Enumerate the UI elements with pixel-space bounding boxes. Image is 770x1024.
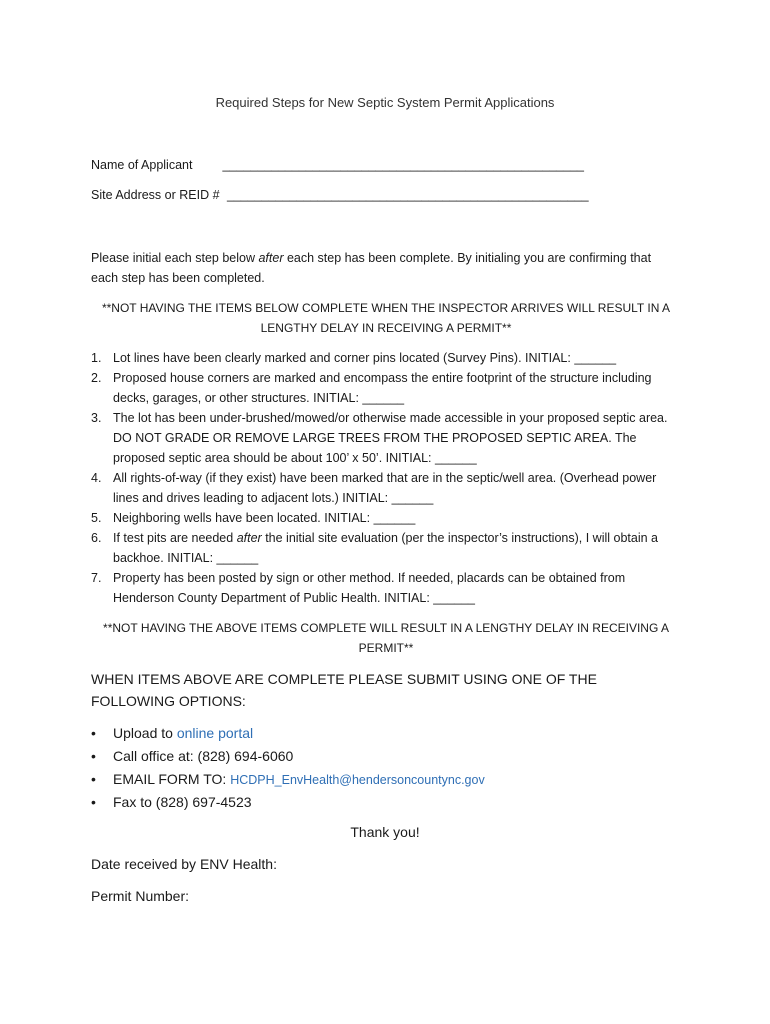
step-text: Proposed house corners are marked and encompass the entire footprint of the structure including decks, garages, or other structures. INITIAL: ______ bbox=[113, 371, 652, 405]
intro-text-before: Please initial each step below bbox=[91, 251, 259, 265]
step-item bbox=[91, 508, 683, 528]
step-emphasis: after bbox=[236, 531, 262, 545]
bullet-icon: • bbox=[91, 794, 96, 810]
applicant-name-line[interactable]: ____________________________________________________ bbox=[222, 158, 584, 172]
site-address-label: Site Address or REID # bbox=[91, 188, 220, 202]
warning-top: **NOT HAVING THE ITEMS BELOW COMPLETE WHEN THE INSPECTOR ARRIVES WILL RESULT IN A LENGTHY DELAY IN RECEIVING A PERMIT** bbox=[101, 301, 671, 335]
bullet-icon: • bbox=[91, 748, 96, 764]
step-number: 4. bbox=[91, 471, 102, 485]
step-item bbox=[91, 348, 683, 368]
step-text: Neighboring wells have been located. INITIAL: ______ bbox=[113, 511, 416, 525]
site-address-field bbox=[91, 188, 589, 202]
option-fax bbox=[91, 791, 485, 814]
step-text-after: the initial site evaluation (per the inspector’s instructions), I will obtain a backhoe. INITIAL: ______ bbox=[113, 531, 658, 565]
upload-prefix: Upload to bbox=[113, 725, 177, 741]
bullet-icon: • bbox=[91, 771, 96, 787]
step-number: 1. bbox=[91, 351, 102, 365]
intro-text-after: each step has been complete. By initialing you are confirming that each step has been completed. bbox=[91, 251, 652, 285]
fax-text: Fax to (828) 697-4523 bbox=[113, 794, 252, 810]
step-number: 2. bbox=[91, 371, 102, 385]
step-item bbox=[91, 568, 683, 608]
applicant-name-field bbox=[91, 158, 584, 172]
email-link[interactable]: HCDPH_EnvHealth@hendersoncountync.gov bbox=[230, 773, 485, 787]
steps-list bbox=[91, 348, 683, 608]
step-number: 7. bbox=[91, 571, 102, 585]
step-text: All rights-of-way (if they exist) have been marked that are in the septic/well area. (Overhead power lines and drives leading to adjacent lots.) INITIAL: ______ bbox=[113, 471, 657, 505]
step-number: 3. bbox=[91, 411, 102, 425]
page-title: Required Steps for New Septic System Permit Applications bbox=[215, 95, 555, 110]
applicant-name-label: Name of Applicant bbox=[91, 158, 193, 172]
step-text: Property has been posted by sign or other method. If needed, placards can be obtained from Henderson County Department of Public Health. INITIAL: ______ bbox=[113, 571, 626, 605]
step-item bbox=[91, 408, 683, 468]
option-call bbox=[91, 745, 485, 768]
online-portal-link[interactable]: online portal bbox=[176, 725, 254, 741]
submit-options-list bbox=[91, 722, 485, 814]
intro-paragraph bbox=[91, 248, 671, 288]
date-received-label: Date received by ENV Health: bbox=[91, 856, 277, 872]
bullet-icon: • bbox=[91, 725, 96, 741]
warning-bottom: **NOT HAVING THE ABOVE ITEMS COMPLETE WILL RESULT IN A LENGTHY DELAY IN RECEIVING A PERMIT** bbox=[103, 621, 669, 655]
permit-number-label: Permit Number: bbox=[91, 888, 190, 904]
site-address-line[interactable]: ____________________________________________________ bbox=[227, 188, 589, 202]
step-text-before: If test pits are needed bbox=[113, 531, 237, 545]
step-item bbox=[91, 528, 683, 568]
option-upload bbox=[91, 722, 485, 745]
step-number: 5. bbox=[91, 511, 102, 525]
thank-you-text: Thank you! bbox=[350, 824, 420, 840]
step-item bbox=[91, 368, 683, 408]
step-number: 6. bbox=[91, 531, 102, 545]
option-email bbox=[91, 768, 485, 791]
intro-emphasis: after bbox=[258, 251, 284, 265]
step-text: The lot has been under-brushed/mowed/or otherwise made accessible in your proposed septic area. DO NOT GRADE OR REMOVE LARGE TREES FROM THE PROPOSED SEPTIC AREA. The proposed septic area should be about 100’ x 50’. INITIAL: ______ bbox=[113, 411, 668, 465]
call-office-text: Call office at: (828) 694-6060 bbox=[113, 748, 294, 764]
step-text: Lot lines have been clearly marked and corner pins located (Survey Pins). INITIAL: ______ bbox=[113, 351, 617, 365]
step-item bbox=[91, 468, 683, 508]
submit-heading: WHEN ITEMS ABOVE ARE COMPLETE PLEASE SUBMIT USING ONE OF THE FOLLOWING OPTIONS: bbox=[91, 671, 597, 709]
email-prefix: EMAIL FORM TO: bbox=[113, 771, 231, 787]
